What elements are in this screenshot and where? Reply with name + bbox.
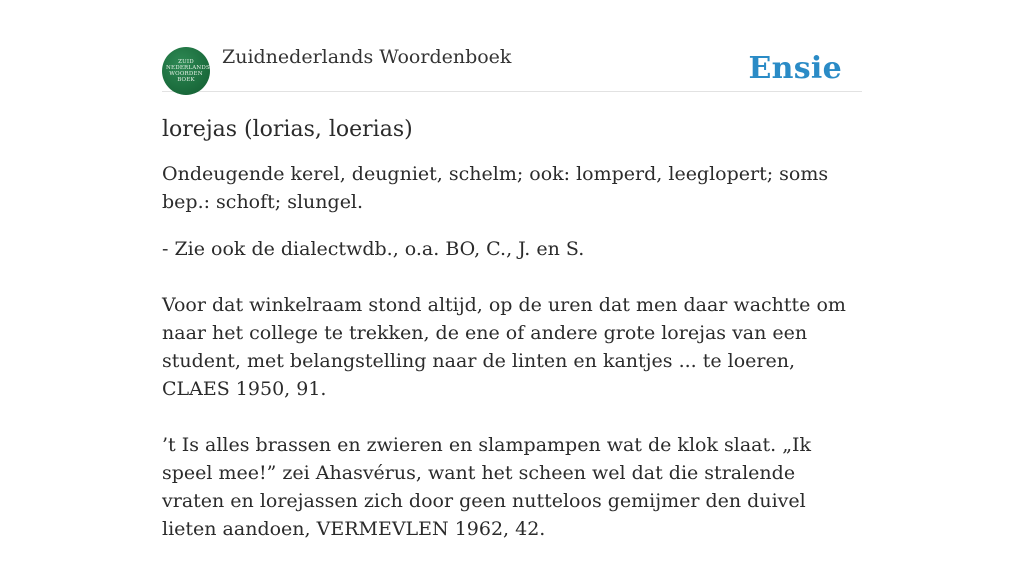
entry-definition: Ondeugende kerel, deugniet, schelm; ook: lomperd, leeglopert; soms bep.: schoft; slungel. [162, 163, 829, 213]
dictionary-name[interactable]: Zuidnederlands Woordenboek [222, 46, 512, 68]
site-logo[interactable] [162, 47, 210, 95]
entry-note: - Zie ook de dialectwdb., o.a. BO, C., J. en S. [162, 238, 585, 260]
entry-content [162, 113, 862, 571]
logo-text: ZUID NEDERLANDS WOORDEN BOEK [166, 59, 211, 83]
entry-quote-1: Voor dat winkelraam stond altijd, op de uren dat men daar wachtte om naar het college te trekken, de ene of andere grote lorejas van een student, met belangstelling naar de linten en kantjes ... te loeren, CLAES 1950, 91. [162, 294, 846, 400]
site-header [162, 45, 862, 92]
entry-headword: lorejas (lorias, loerias) [162, 117, 413, 142]
entry-quote-2: ’t Is alles brassen en zwieren en slampampen wat de klok slaat. „Ik speel mee!” zei Ahasvérus, want het scheen wel dat die stralende vraten en lorejassen zich door geen nutteloos gemijmer den duivel lieten aandoen, VERMEVLEN 1962, 42. [162, 434, 812, 540]
ensie-brand-logo[interactable]: Ensie [748, 51, 842, 86]
